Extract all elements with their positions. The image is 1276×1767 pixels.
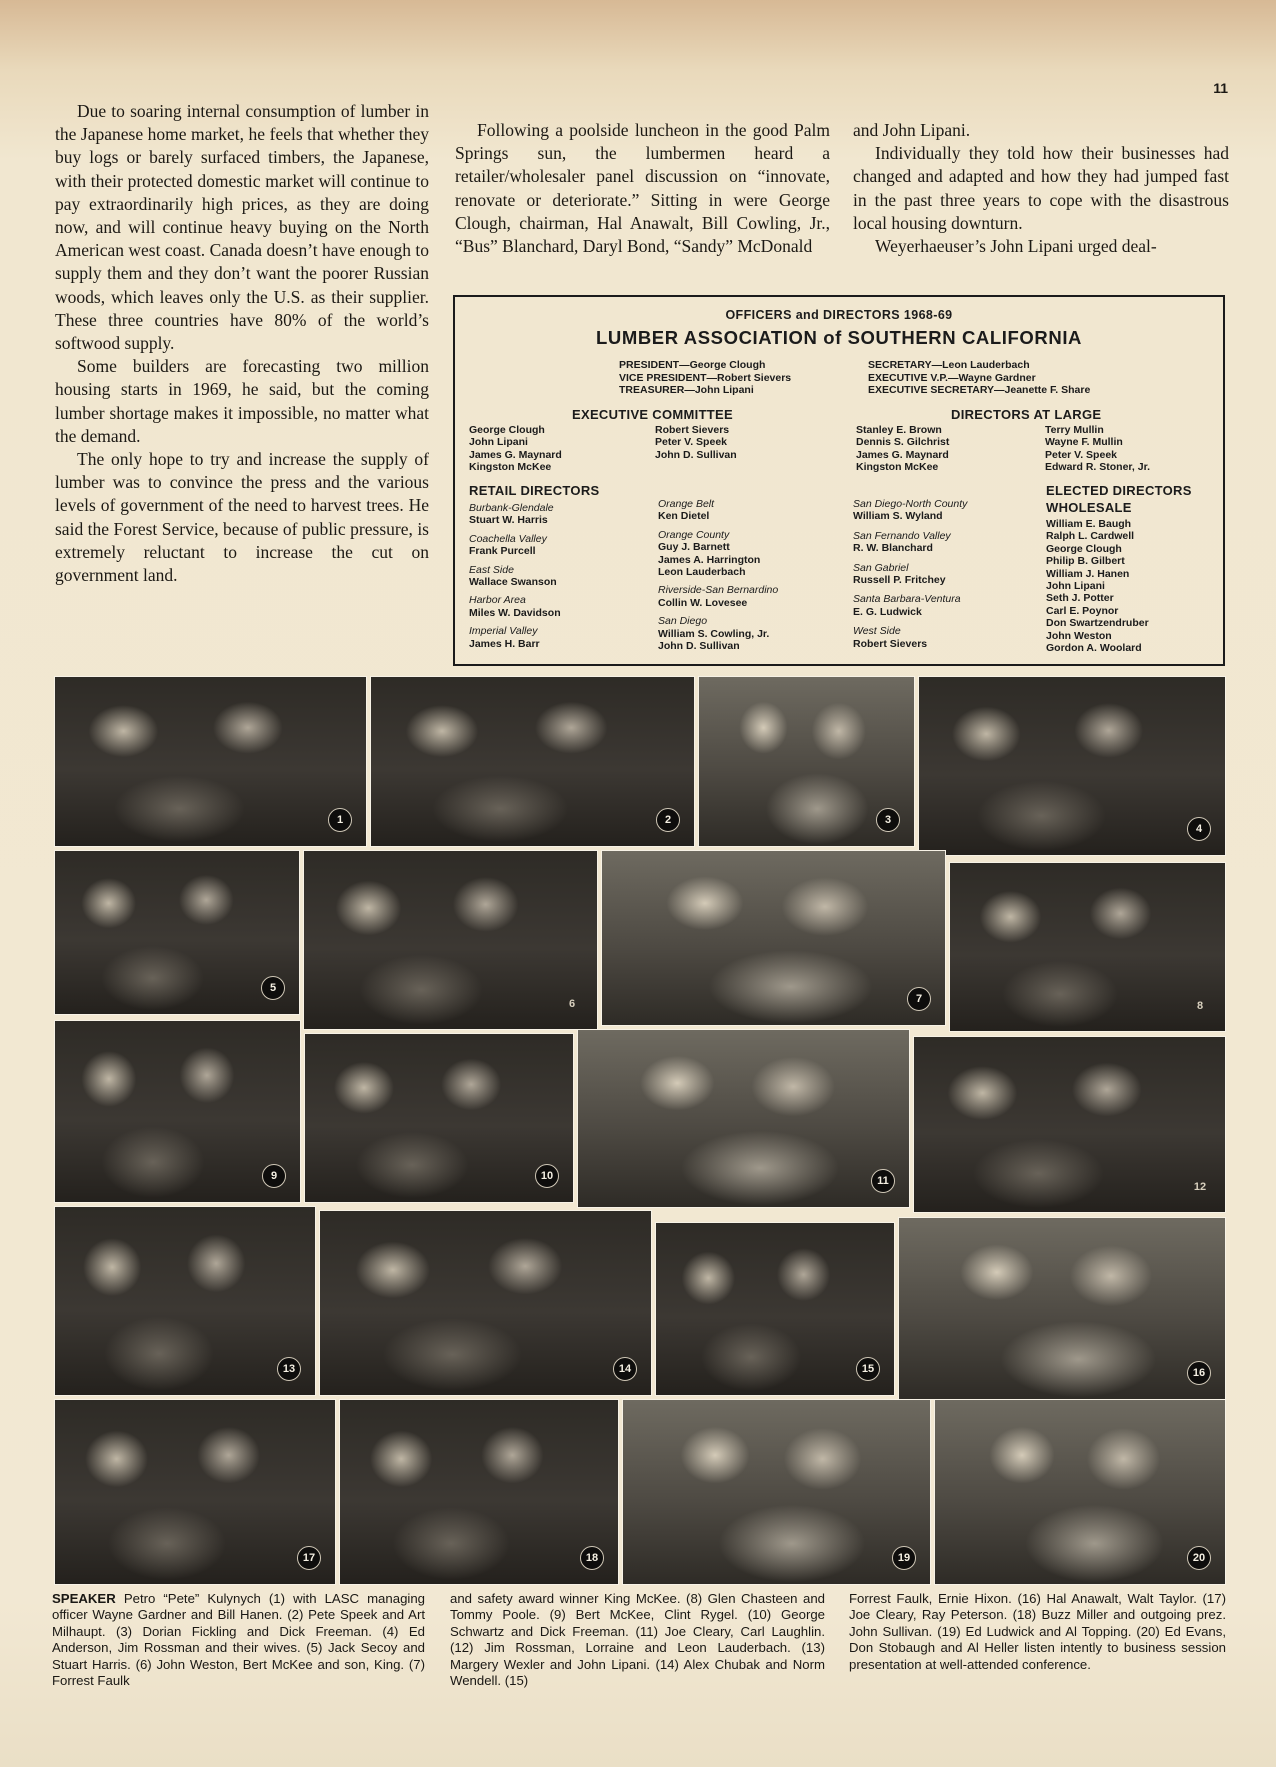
name-entry: George Clough [1046, 542, 1122, 555]
region-member: Russell P. Fritchey [853, 574, 946, 587]
photo-2 [370, 676, 695, 847]
photo-11 [577, 1029, 910, 1208]
name-entry: William E. Baugh [1046, 518, 1132, 530]
photo-number-badge: 5 [261, 976, 285, 1000]
photo-number-badge: 6 [568, 998, 576, 1010]
name-entry: SECRETARY—Leon Lauderbach [868, 359, 1030, 371]
photo-17 [54, 1399, 336, 1585]
region-entry [658, 498, 778, 523]
region-member: Collin W. Lovesee [658, 596, 748, 609]
photo-number-badge: 17 [297, 1546, 321, 1570]
name-entry: Wayne F. Mullin [1045, 436, 1123, 449]
photo-number-badge: 14 [613, 1357, 637, 1381]
region-entry [853, 498, 967, 523]
region-member: Robert Sievers [853, 637, 928, 650]
name-entry: Kingston McKee [469, 461, 552, 474]
retail-directors-column [853, 498, 967, 657]
wholesale-heading: WHOLESALE [1046, 500, 1132, 515]
photo-19 [622, 1399, 931, 1585]
directors-at-large-list [1045, 424, 1150, 474]
photo-number-badge: 9 [262, 1164, 286, 1188]
region-member: Miles W. Davidson [469, 606, 561, 619]
name-entry: William J. Hanen [1046, 567, 1130, 580]
region-entry [658, 529, 778, 579]
name-entry: James G. Maynard [469, 448, 562, 461]
photo-1 [54, 676, 367, 847]
name-entry: John Weston [1046, 629, 1112, 642]
officers-list-left [619, 359, 791, 397]
name-entry: EXECUTIVE V.P.—Wayne Gardner [868, 371, 1036, 384]
region-member: James H. Barr [469, 637, 540, 650]
region-name: Burbank-Glendale [469, 502, 554, 514]
photo-number-badge: 18 [580, 1546, 604, 1570]
photo-12 [913, 1036, 1226, 1213]
photo-14 [319, 1210, 652, 1396]
region-entry [469, 625, 561, 650]
region-name: San Diego [658, 615, 708, 628]
region-entry [469, 502, 561, 527]
region-name: East Side [469, 563, 514, 576]
retail-directors-heading: RETAIL DIRECTORS [469, 483, 600, 498]
paragraph: Due to soaring internal consumption of lumber in the Japanese home market, he feels that whether they buy logs or barely surfaced timbers, the Japanese, with their protected domestic market will continue to pay extraordinarily high prices, as they are doing now, and will continue heavy buying on the North American west coast. Canada doesn’t have enough to supply them and they don’t want the poorer Russian woods, which leaves only the U.S. as their supplier. These three countries have 80% of the world’s softwood supply. [55, 101, 429, 354]
region-name: San Fernando Valley [853, 529, 951, 542]
photo-3 [698, 676, 915, 847]
paragraph: The only hope to try and increase the supply of lumber was to convince the press and the various levels of government of the need to harvest trees. He said the Forest Service, because of public pressure, is extremely reluctant to increase the cut on government land. [55, 449, 429, 586]
name-entry: Gordon A. Woolard [1046, 642, 1142, 655]
name-entry: Don Swartzendruber [1046, 617, 1149, 630]
name-entry: VICE PRESIDENT—Robert Sievers [619, 371, 792, 384]
name-entry: James G. Maynard [856, 448, 949, 461]
name-entry: George Clough [469, 424, 545, 436]
officers-heading: OFFICERS and DIRECTORS 1968-69 [725, 308, 953, 322]
region-member: James A. Harrington [658, 553, 761, 566]
officers-list-right [868, 359, 1090, 397]
name-entry: John Lipani [1046, 580, 1105, 593]
name-entry: Terry Mullin [1045, 424, 1104, 436]
region-entry [853, 593, 967, 618]
name-entry: John Lipani [469, 436, 528, 449]
region-member: R. W. Blanchard [853, 542, 933, 555]
region-member: William S. Cowling, Jr. [658, 627, 770, 640]
region-name: Santa Barbara-Ventura [853, 593, 961, 606]
region-entry [469, 564, 561, 589]
photo-number-badge: 20 [1187, 1546, 1211, 1570]
region-name: Harbor Area [469, 594, 526, 607]
photo-4 [918, 676, 1226, 856]
region-member: Ken Dietel [658, 510, 710, 523]
photo-caption-column-1 [52, 1591, 425, 1689]
photo-10 [304, 1033, 574, 1203]
name-entry: TREASURER—John Lipani [619, 384, 754, 396]
region-member: John D. Sullivan [658, 640, 740, 653]
directors-at-large-heading: DIRECTORS AT LARGE [951, 407, 1102, 422]
photo-number-badge: 10 [535, 1164, 559, 1188]
region-name: Orange Belt [658, 498, 715, 510]
name-entry: Kingston McKee [856, 461, 939, 474]
photo-13 [54, 1206, 316, 1396]
region-entry [853, 562, 967, 587]
photo-number-badge: 8 [1196, 1000, 1204, 1012]
photo-number-badge: 7 [907, 987, 931, 1011]
photo-caption-column-2: and safety award winner King McKee. (8) Glen Chasteen and Tommy Poole. (9) Bert McKee, Clint Rygel. (10) George Schwartz and Dick Freeman. (11) Joe Cleary, Carl Laughlin. (12) Jim Rossman, Lorraine and Leon Lauderbach. (13) Margery Wexler and John Lipani. (14) Alex Chubak and Norm Wendell. (15) [450, 1591, 825, 1689]
region-entry [469, 594, 561, 619]
photo-caption-column-3: Forrest Faulk, Ernie Hixon. (16) Hal Anawalt, Walt Taylor. (17) Joe Cleary, Ray Peterson. (18) Buzz Miller and outgoing prez. John Sullivan. (19) Ed Ludwick and Al Topping. (20) Ed Evans, Don Stobaugh and Al Heller listen intently to business session presentation at well-attended conference. [849, 1591, 1226, 1672]
name-entry: PRESIDENT—George Clough [619, 359, 766, 371]
name-entry: Stanley E. Brown [856, 424, 942, 436]
region-name: Orange County [658, 528, 730, 541]
name-entry: Dennis S. Gilchrist [856, 436, 950, 449]
region-name: Riverside-San Bernardino [658, 584, 779, 597]
executive-committee-list [469, 424, 562, 474]
photo-number-badge: 15 [856, 1357, 880, 1381]
article-column-2 [455, 119, 830, 258]
region-member: Wallace Swanson [469, 576, 557, 589]
photo-5 [54, 850, 300, 1015]
region-member: E. G. Ludwick [853, 605, 922, 618]
photo-8 [949, 862, 1226, 1032]
region-name: Imperial Valley [469, 625, 538, 638]
paragraph: Individually they told how their businesses had changed and adapted and how they had jumped fast in the past three years to cope with the disastrous local housing downturn. [853, 143, 1229, 233]
region-entry [658, 615, 778, 652]
article-column-1 [55, 100, 429, 587]
elected-directors-heading: ELECTED DIRECTORS [1046, 483, 1192, 498]
photo-number-badge: 12 [1193, 1181, 1207, 1193]
association-name: LUMBER ASSOCIATION of SOUTHERN CALIFORNIA [595, 327, 1083, 348]
photo-15 [655, 1222, 895, 1396]
photo-number-badge: 3 [876, 808, 900, 832]
region-member: Leon Lauderbach [658, 566, 746, 579]
name-entry: Peter V. Speek [655, 436, 727, 449]
name-entry: John D. Sullivan [655, 448, 737, 461]
photo-18 [339, 1399, 619, 1585]
photo-number-badge: 19 [892, 1546, 916, 1570]
article-column-3 [853, 119, 1229, 258]
executive-committee-list [655, 424, 737, 461]
region-name: Coachella Valley [469, 532, 547, 545]
photo-9 [54, 1020, 301, 1203]
photo-number-badge: 13 [277, 1357, 301, 1381]
region-name: San Diego-North County [853, 498, 968, 510]
photo-16 [898, 1217, 1226, 1400]
executive-committee-heading: EXECUTIVE COMMITTEE [572, 407, 733, 422]
paragraph: Weyerhaeuser’s John Lipani urged deal- [875, 236, 1157, 257]
photo-number-badge: 4 [1187, 817, 1211, 841]
page-number: 11 [1213, 80, 1228, 96]
paragraph: Some builders are forecasting two million housing starts in 1969, he said, but the coming lumber shortage makes it impossible, no matter what the demand. [55, 356, 429, 446]
photo-number-badge: 2 [656, 808, 680, 832]
caption-lead: SPEAKER [52, 1591, 116, 1606]
region-entry [658, 584, 778, 609]
name-entry: EXECUTIVE SECRETARY—Jeanette F. Share [868, 384, 1091, 396]
name-entry: Ralph L. Cardwell [1046, 530, 1135, 543]
region-entry [469, 533, 561, 558]
region-name: San Gabriel [853, 561, 909, 574]
region-member: Stuart W. Harris [469, 514, 548, 527]
retail-directors-column [469, 502, 561, 656]
region-entry [853, 625, 967, 650]
region-name: West Side [853, 625, 901, 638]
name-entry: Philip B. Gilbert [1046, 555, 1125, 568]
name-entry: Seth J. Potter [1046, 592, 1114, 605]
photo-number-badge: 1 [328, 808, 352, 832]
paragraph: Following a poolside luncheon in the good Palm Springs sun, the lumbermen heard a retailer/wholesaler panel discussion on “innovate, renovate or deteriorate.” Sitting in were George Clough, chairman, Hal Anawalt, Bill Cowling, Jr., “Bus” Blanchard, Daryl Bond, “Sandy” McDonald [455, 120, 830, 257]
paragraph: and John Lipani. [853, 120, 971, 140]
name-entry: Carl E. Poynor [1046, 604, 1119, 617]
officers-directors-box [453, 295, 1225, 666]
photo-6 [303, 850, 598, 1030]
photo-7 [601, 850, 946, 1026]
photo-20 [934, 1399, 1226, 1585]
name-entry: Peter V. Speek [1045, 448, 1117, 461]
region-member: Frank Purcell [469, 545, 536, 558]
directors-at-large-list [856, 424, 949, 474]
wholesale-directors-list [1046, 518, 1149, 654]
name-entry: Edward R. Stoner, Jr. [1045, 461, 1151, 474]
region-entry [853, 530, 967, 555]
photo-number-badge: 16 [1187, 1361, 1211, 1385]
region-member: Guy J. Barnett [658, 541, 730, 554]
region-member: William S. Wyland [853, 510, 943, 523]
retail-directors-column [658, 498, 778, 658]
name-entry: Robert Sievers [655, 424, 730, 436]
photo-number-badge: 11 [871, 1169, 895, 1193]
caption-text: Petro “Pete” Kulynych (1) with LASC managing officer Wayne Gardner and Bill Hanen. (2) Pete Speek and Art Milhaupt. (3) Dorian Fickling and Dick Freeman. (4) Ed Anderson, Jim Rossman and their wives. (5) Jack Secoy and Stuart Harris. (6) John Weston, Bert McKee and son, King. (7) Forrest Faulk [52, 1591, 425, 1689]
